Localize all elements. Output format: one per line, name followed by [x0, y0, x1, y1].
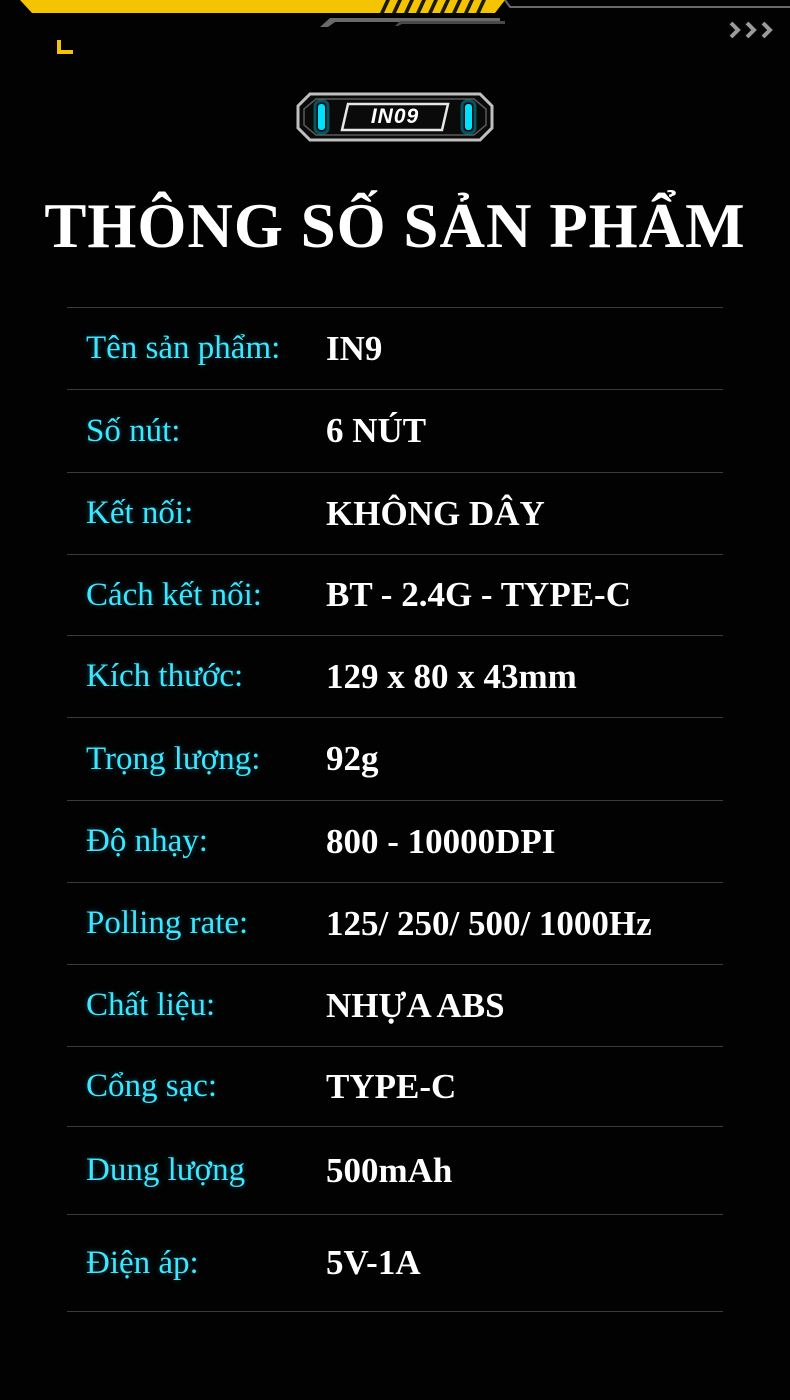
spec-row: [67, 1214, 723, 1312]
spec-value: 129 x 80 x 43mm: [326, 656, 577, 696]
spec-value: 5V-1A: [326, 1243, 421, 1282]
spec-row: [67, 472, 723, 554]
chevron-right-icon: [728, 20, 780, 40]
spec-label: Tên sản phẩm:: [86, 330, 281, 366]
spec-value: 125/ 250/ 500/ 1000Hz: [326, 903, 652, 943]
spec-row: [67, 554, 723, 635]
spec-row: [67, 964, 723, 1046]
spec-label: Trọng lượng:: [86, 740, 261, 777]
spec-value: NHỰA ABS: [326, 985, 505, 1025]
spec-value: IN9: [326, 328, 383, 368]
spec-row: [67, 717, 723, 800]
spec-label: Dung lượng: [86, 1152, 246, 1188]
spec-table: [67, 307, 723, 1312]
spec-row: [67, 307, 723, 389]
spec-value: BT - 2.4G - TYPE-C: [326, 575, 631, 614]
spec-row: [67, 635, 723, 717]
badge-label: IN09: [370, 105, 420, 128]
spec-row: [67, 1046, 723, 1126]
page-title: THÔNG SỐ SẢN PHẨM: [44, 191, 746, 261]
spec-label: Độ nhạy:: [86, 823, 208, 859]
spec-label: Điện áp:: [86, 1244, 199, 1281]
spec-value: 92g: [326, 739, 379, 778]
spec-row: [67, 1126, 723, 1214]
spec-label: Kích thước:: [86, 658, 244, 694]
spec-label: Chất liệu:: [86, 987, 216, 1023]
spec-value: 800 - 10000DPI: [326, 821, 556, 861]
spec-row: [67, 389, 723, 472]
spec-value: KHÔNG DÂY: [326, 493, 545, 533]
top-banner-decoration: [0, 0, 790, 40]
corner-bracket-icon: [57, 40, 73, 54]
model-badge: [296, 92, 494, 142]
spec-label: Cổng sạc:: [86, 1068, 218, 1104]
spec-value: 6 NÚT: [326, 411, 427, 450]
spec-label: Số nút:: [86, 412, 181, 449]
spec-label: Kết nối:: [86, 495, 194, 531]
spec-label: Cách kết nối:: [86, 576, 262, 613]
spec-label: Polling rate:: [86, 905, 249, 941]
spec-value: 500mAh: [326, 1150, 453, 1190]
spec-row: [67, 882, 723, 964]
spec-row: [67, 800, 723, 882]
spec-value: TYPE-C: [326, 1066, 457, 1106]
